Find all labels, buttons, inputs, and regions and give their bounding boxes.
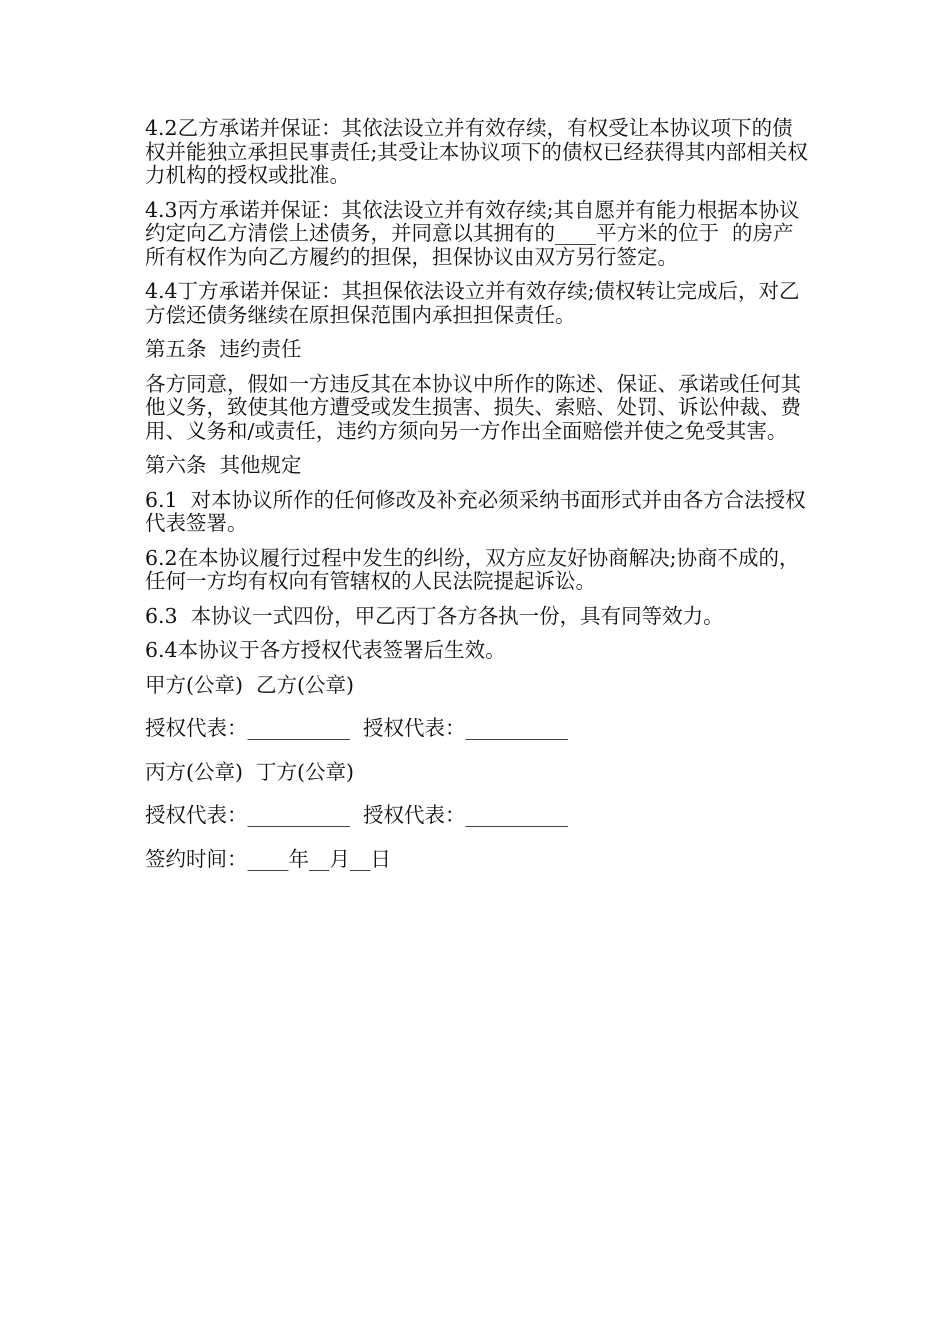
clause-6-3: 6.3 本协议一式四份，甲乙丙丁各方各执一份，具有同等效力。 [145, 603, 724, 628]
article-6-heading: 第六条 其他规定 [145, 453, 302, 477]
signature-reps-a-b: 授权代表：__________ 授权代表：__________ [145, 716, 569, 740]
clause-4-3: 4.3丙方承诺并保证：其依法设立并有效存续;其自愿并有能力根据本协议约定向乙方清偿上述债务，并同意以其拥有的____平方米的位于 的房产所有权作为向乙方履约的担保，担保协议由双方另行签定。 [145, 197, 800, 269]
signature-reps-c-d: 授权代表：__________ 授权代表：__________ [145, 803, 569, 827]
signature-parties-c-d: 丙方(公章) 丁方(公章) [145, 759, 355, 784]
article-5-heading: 第五条 违约责任 [145, 337, 302, 361]
clause-4-4: 4.4丁方承诺并保证：其担保依法设立并有效存续;债权转让完成后，对乙方偿还债务继续在原担保范围内承担担保责任。 [145, 279, 800, 327]
signing-date: 签约时间：____年__月__日 [145, 846, 391, 871]
clause-6-1: 6.1 对本协议所作的任何修改及补充必须采纳书面形式并由各方合法授权代表签署。 [145, 487, 806, 535]
document-page [145, 117, 810, 891]
signature-parties-a-b: 甲方(公章) 乙方(公章) [145, 672, 355, 697]
clause-4-2: 4.2乙方承诺并保证：其依法设立并有效存续，有权受让本协议项下的债权并能独立承担民事责任;其受让本协议项下的债权已经获得其内部相关权力机构的授权或批准。 [145, 116, 808, 187]
clause-6-4: 6.4本协议于各方授权代表签署后生效。 [145, 638, 506, 662]
article-5-body: 各方同意，假如一方违反其在本协议中所作的陈述、保证、承诺或任何其他义务，致使其他方遭受或发生损害、损失、索赔、处罚、诉讼仲裁、费用、义务和/或责任，违约方须向另一方作出全面赔偿并使之免受其害。 [145, 371, 801, 443]
clause-6-2: 6.2在本协议履行过程中发生的纠纷，双方应友好协商解决;协商不成的，任何一方均有权向有管辖权的人民法院提起诉讼。 [145, 545, 800, 593]
